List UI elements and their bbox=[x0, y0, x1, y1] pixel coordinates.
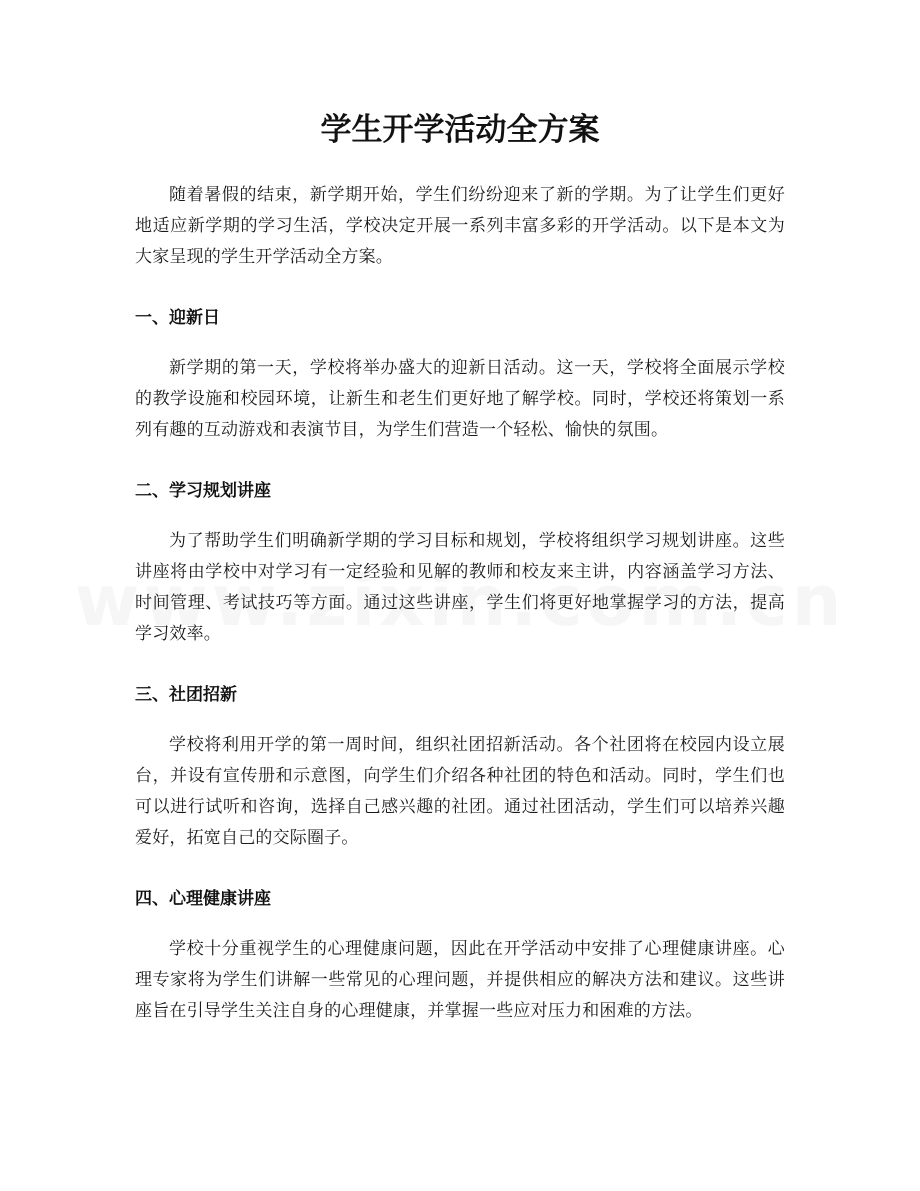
section-paragraph-study-planning: 为了帮助学生们明确新学期的学习目标和规划，学校将组织学习规划讲座。这些讲座将由学校中对学习有一定经验和见解的教师和校友来主讲，内容涵盖学习方法、时间管理、考试技巧等方面。通过这些讲座，学生们将更好地掌握学习的方法，提高学习效率。 bbox=[135, 531, 785, 644]
document-body bbox=[135, 180, 785, 1027]
section-heading-study-planning: 二、学习规划讲座 bbox=[135, 481, 271, 501]
section-paragraph-mental-health: 学校十分重视学生的心理健康问题，因此在开学活动中安排了心理健康讲座。心理专家将为学生们讲解一些常见的心理问题，并提供相应的解决方法和建议。这些讲座旨在引导学生关注自身的心理健康，并掌握一些应对压力和困难的方法。 bbox=[135, 939, 785, 1021]
section-paragraph-welcome-day: 新学期的第一天，学校将举办盛大的迎新日活动。这一天，学校将全面展示学校的教学设施和校园环境，让新生和老生们更好地了解学校。同时，学校还将策划一系列有趣的互动游戏和表演节目，为学生们营造一个轻松、愉快的氛围。 bbox=[135, 358, 785, 440]
section-paragraph-club-recruitment: 学校将利用开学的第一周时间，组织社团招新活动。各个社团将在校园内设立展台，并设有宣传册和示意图，向学生们介绍各种社团的特色和活动。同时，学生们也可以进行试听和咨询，选择自己感兴趣的社团。通过社团活动，学生们可以培养兴趣爱好，拓宽自己的交际圈子。 bbox=[135, 735, 785, 848]
section-heading-welcome-day: 一、迎新日 bbox=[135, 308, 220, 328]
section-heading-mental-health: 四、心理健康讲座 bbox=[135, 889, 271, 909]
intro-paragraph: 随着暑假的结束，新学期开始，学生们纷纷迎来了新的学期。为了让学生们更好地适应新学期的学习生活，学校决定开展一系列丰富多彩的开学活动。以下是本文为大家呈现的学生开学活动全方案。 bbox=[135, 185, 785, 267]
section-heading-club-recruitment: 三、社团招新 bbox=[135, 685, 237, 705]
document-title: 学生开学活动全方案 bbox=[320, 112, 600, 148]
